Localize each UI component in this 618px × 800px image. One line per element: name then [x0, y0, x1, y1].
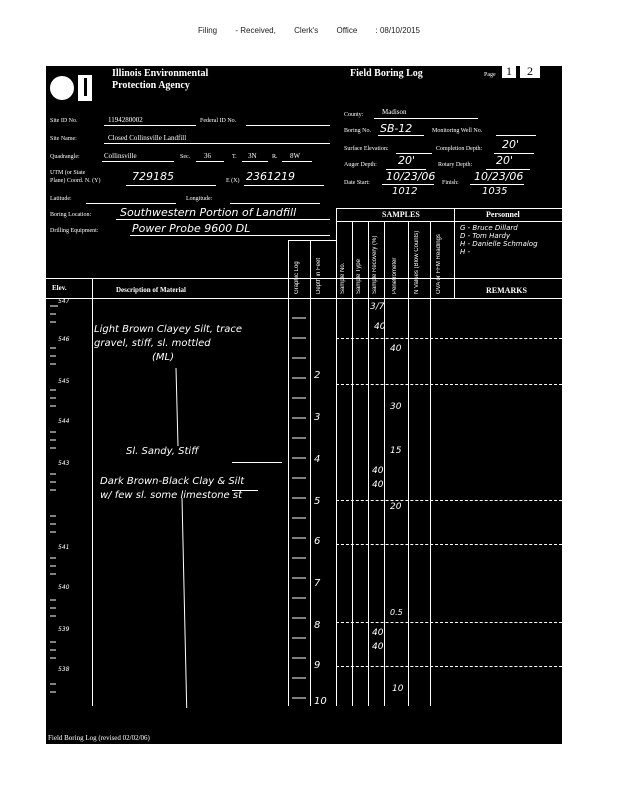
filing-header [0, 26, 618, 35]
n-value-heading: N Values (Blow Counts) [414, 230, 420, 294]
utm-label-1: UTM (or State [50, 170, 86, 176]
start-time-value: 1012 [392, 186, 418, 197]
ova-heading: OVA or FFM Readings [436, 234, 442, 294]
reading: 40 [374, 322, 386, 332]
elev-label: 544 [58, 418, 70, 425]
clerks-label: Clerk's [294, 26, 319, 35]
reading: 40 [372, 642, 384, 652]
elev-label: 547 [58, 298, 70, 305]
form-footer: Field Boring Log (revised 02/02/06) [48, 734, 150, 742]
elev-label: 539 [58, 626, 70, 633]
start-date-value: 10/23/06 [386, 170, 436, 183]
completion-depth-value: 20' [502, 138, 520, 151]
utm-east-value: 2361219 [246, 170, 295, 183]
boring-no-value: SB-12 [380, 122, 413, 135]
reading: 40 [372, 628, 384, 638]
description-line: Dark Brown-Black Clay & Silt [100, 476, 245, 487]
filing-label: Filing [198, 26, 218, 35]
drilling-equipment-value: Power Probe 9600 DL [132, 222, 251, 235]
graphic-log-heading: Graphic Log [294, 261, 300, 294]
r-value: 8W [290, 152, 301, 160]
elev-label: 538 [58, 666, 70, 673]
reading: 20 [390, 502, 402, 512]
start-label: Date Start: [344, 180, 370, 186]
auger-depth-value: 20' [398, 154, 416, 167]
office-label: Office [336, 26, 358, 35]
sec-value: 36 [204, 152, 211, 160]
reading: 3/7 [370, 302, 385, 312]
site-name-value: Closed Collinsville Landfill [108, 134, 187, 142]
samples-heading: SAMPLES [382, 210, 420, 219]
reading: 15 [390, 446, 402, 456]
description-line: gravel, stiff, sl. mottled [94, 338, 211, 349]
depth-label: 4 [314, 454, 321, 465]
reading: 10 [392, 684, 404, 694]
depth-label: 2 [314, 370, 321, 381]
t-value: 3N [248, 152, 257, 160]
elev-label: 541 [58, 544, 70, 551]
r-label: R. [272, 154, 278, 160]
completion-depth-label: Completion Depth: [436, 146, 483, 152]
elev-label: 543 [58, 460, 70, 467]
depth-heading: Depth in Feet [316, 257, 322, 294]
finish-label: Finish: [442, 180, 459, 186]
reading: 40 [372, 466, 384, 476]
description-heading: Description of Material [116, 286, 186, 294]
reading: 40 [390, 344, 402, 354]
personnel-line-4: H - [460, 248, 471, 256]
county-label: County: [344, 112, 364, 118]
t-label: T. [232, 154, 237, 160]
page-label: Page [484, 72, 496, 78]
monitoring-well-label: Monitoring Well No. [432, 128, 483, 134]
longitude-label: Longitude: [186, 196, 213, 202]
elev-heading: Elev. [52, 284, 67, 292]
description-line: w/ few sl. some limestone st [100, 490, 243, 501]
depth-label: 5 [314, 496, 321, 507]
elev-label: 540 [58, 584, 70, 591]
county-value: Madison [382, 108, 407, 116]
finish-time-value: 1035 [482, 186, 508, 197]
drilling-equipment-label: Drilling Equipment: [50, 228, 99, 234]
sec-label: Sec. [180, 154, 191, 160]
reading: 0.5 [390, 608, 403, 617]
site-name-label: Site Name: [50, 136, 77, 142]
remarks-heading: REMARKS [486, 286, 527, 295]
utm-east-label: E (X) [226, 178, 240, 184]
personnel-line-1: G - Bruce Dillard [460, 224, 518, 232]
quadrangle-value: Collinsville [104, 152, 137, 160]
boring-location-label: Boring Location: [50, 212, 92, 218]
elev-label: 545 [58, 378, 70, 385]
boring-log-form [46, 66, 562, 744]
depth-label: 10 [314, 696, 327, 707]
elev-label: 546 [58, 336, 70, 343]
boring-no-label: Boring No. [344, 128, 371, 134]
reading: 40 [372, 480, 384, 490]
personnel-line-3: H - Danielle Schmalog [460, 240, 538, 248]
personnel-heading: Personnel [486, 210, 520, 219]
reading: 30 [390, 402, 402, 412]
penetrometer-heading: Penetrometer [392, 257, 398, 294]
filing-date: : 08/10/2015 [375, 26, 420, 35]
form-title: Field Boring Log [350, 68, 423, 79]
surface-elevation-label: Surface Elevation: [344, 146, 389, 152]
description-line: (ML) [152, 352, 175, 363]
received-label: - Received, [235, 26, 276, 35]
depth-label: 9 [314, 660, 321, 671]
latitude-label: Latitude: [50, 196, 72, 202]
page-number: 1 [502, 64, 516, 78]
finish-date-value: 10/23/06 [474, 170, 524, 183]
illinois-epa-logo [48, 72, 94, 102]
scale-ticks [46, 298, 562, 708]
utm-label-2: Plane) Coord. N. (Y) [50, 178, 101, 184]
auger-depth-label: Auger Depth: [344, 162, 377, 168]
rotary-depth-label: Rotary Depth: [438, 162, 473, 168]
rotary-depth-value: 20' [496, 154, 514, 167]
agency-name-1: Illinois Environmental [112, 68, 209, 79]
utm-north-value: 729185 [132, 170, 174, 183]
description-line: Light Brown Clayey Silt, trace [94, 324, 242, 335]
depth-label: 8 [314, 620, 321, 631]
personnel-line-2: D - Tom Hardy [460, 232, 511, 240]
depth-label: 6 [314, 536, 321, 547]
recovery-heading: Sample Recovery (%) [372, 235, 378, 294]
site-id-label: Site ID No. [50, 118, 78, 124]
sample-type-heading: Sample Type [356, 259, 362, 294]
quadrangle-label: Quadrangle: [50, 154, 80, 160]
depth-label: 3 [314, 412, 321, 423]
boring-location-value: Southwestern Portion of Landfill [120, 206, 297, 219]
site-id-value: 1194280002 [108, 116, 143, 124]
federal-id-label: Federal ID No. [200, 118, 237, 124]
sample-no-heading: Sample No. [340, 262, 346, 294]
description-line: Sl. Sandy, Stiff [126, 446, 199, 457]
page-total: 2 [520, 64, 540, 78]
depth-label: 7 [314, 578, 321, 589]
agency-name-2: Protection Agency [112, 80, 190, 91]
